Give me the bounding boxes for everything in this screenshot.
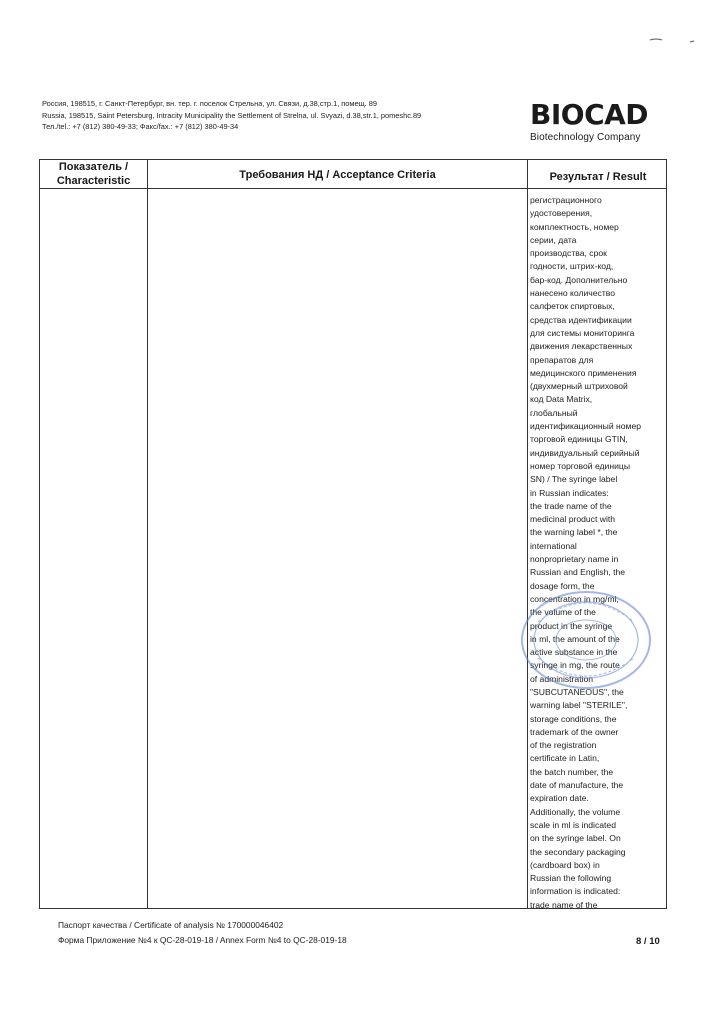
result-line: information is indicated: <box>530 886 621 897</box>
result-line: storage conditions, the <box>530 713 617 724</box>
result-line: the secondary packaging <box>530 846 626 857</box>
document-footer <box>58 918 347 948</box>
result-line: торговой единицы GTIN, <box>530 434 628 445</box>
result-line: регистрационного <box>530 195 602 205</box>
header-divider <box>40 188 666 189</box>
result-line: глобальный <box>530 407 578 418</box>
result-line: индивидуальный серийный <box>530 447 640 458</box>
result-line: the batch number, the <box>530 766 614 777</box>
certificate-number: Паспорт качества / Certificate of analysis № 170000046402 <box>58 920 284 930</box>
result-line: expiration date. <box>530 793 589 804</box>
biocad-logo <box>530 100 670 143</box>
result-line: медицинского применения <box>530 367 637 378</box>
form-reference: Форма Приложение №4 к QC-28-019-18 / Annex Form №4 to QC-28-019-18 <box>58 935 347 945</box>
result-line: product in the syringe <box>530 620 613 631</box>
result-line: серии, дата <box>530 234 577 245</box>
logo-subtitle: Biotechnology Company <box>530 132 641 143</box>
result-line: dosage form, the <box>530 580 595 591</box>
result-line: идентификационный номер <box>530 421 642 432</box>
page-number: 8 / 10 <box>636 936 660 947</box>
result-line: the warning label *, the <box>530 527 618 538</box>
result-line: trade name of the <box>530 899 598 910</box>
address-line-en: Russia, 198515, Saint Petersburg, Intracity Municipality the Settlement of Strelna, ul. Svyazi, d.38,str.1, pomeshc.89 <box>42 110 422 120</box>
result-line: medicinal product with <box>530 514 616 525</box>
company-address <box>42 98 421 133</box>
result-line: средства идентификации <box>530 314 632 325</box>
results-table <box>39 159 667 909</box>
result-line: (двухмерный штриховой <box>530 381 628 392</box>
result-line: (cardboard box) in <box>530 859 600 870</box>
result-cell <box>530 194 644 912</box>
pen-mark <box>648 34 698 53</box>
result-line: препаратов для <box>530 354 594 365</box>
address-line-ru: Россия, 198515, г. Санкт-Петербург, вн. тер. г. поселок Стрельна, ул. Связи, д.38,стр.1, помещ. 89 <box>42 99 378 108</box>
result-line: the trade name of the <box>530 500 612 511</box>
contact-line: Тел./tel.: +7 (812) 380-49-33; Факс/fax.: +7 (812) 380-49-34 <box>42 122 239 131</box>
result-line: для системы мониторинга <box>530 327 635 338</box>
result-line: код Data Matrix, <box>530 394 593 405</box>
column-header-criteria: Требования НД / Acceptance Criteria <box>239 169 436 181</box>
result-line: удостоверения, <box>530 208 593 219</box>
result-line: Additionally, the volume <box>530 806 621 817</box>
result-line: active substance in the <box>530 647 618 658</box>
result-line: warning label "STERILE", <box>530 700 628 711</box>
column-header-characteristic-ru: Показатель / <box>58 161 129 173</box>
official-stamp <box>518 588 654 692</box>
column-divider <box>147 160 148 908</box>
result-line: номер торговой единицы <box>530 460 630 471</box>
result-line: бар-код. Дополнительно <box>530 274 628 285</box>
result-line: the volume of the <box>530 607 596 618</box>
result-line: international <box>530 540 577 551</box>
column-header-result: Результат / Result <box>549 171 647 183</box>
column-header-characteristic-en: Characteristic <box>56 175 131 187</box>
result-line: certificate in Latin, <box>530 753 600 764</box>
result-line: of the registration <box>530 740 597 751</box>
result-line: годности, штрих-код, <box>530 261 614 272</box>
logo-wordmark: BIOCAD <box>530 98 649 131</box>
result-line: in Russian indicates: <box>530 487 609 498</box>
result-line: нанесено количество <box>530 288 616 299</box>
result-line: scale in ml is indicated <box>530 819 616 830</box>
column-header-characteristic <box>40 160 147 188</box>
result-line: nonproprietary name in <box>530 554 619 565</box>
result-line: салфеток спиртовых, <box>530 301 615 312</box>
result-line: производства, срок <box>530 248 607 259</box>
result-line: concentration in mg/ml, <box>530 593 619 604</box>
result-line: движения лекарственных <box>530 341 633 352</box>
result-line: Russian the following <box>530 873 612 884</box>
result-line: of administration <box>530 673 594 684</box>
result-line: on the syringe label. On <box>530 833 621 844</box>
result-line: Russian and English, the <box>530 567 626 578</box>
result-line: "SUBCUTANEOUS", the <box>530 686 624 697</box>
column-divider <box>527 160 528 908</box>
result-line: date of manufacture, the <box>530 780 624 791</box>
result-line: syringe in mg, the route <box>530 660 620 671</box>
result-line: trademark of the owner <box>530 726 619 737</box>
result-line: SN) / The syringe label <box>530 474 618 485</box>
result-line: комплектность, номер <box>530 221 619 232</box>
result-line: in ml, the amount of the <box>530 633 620 644</box>
